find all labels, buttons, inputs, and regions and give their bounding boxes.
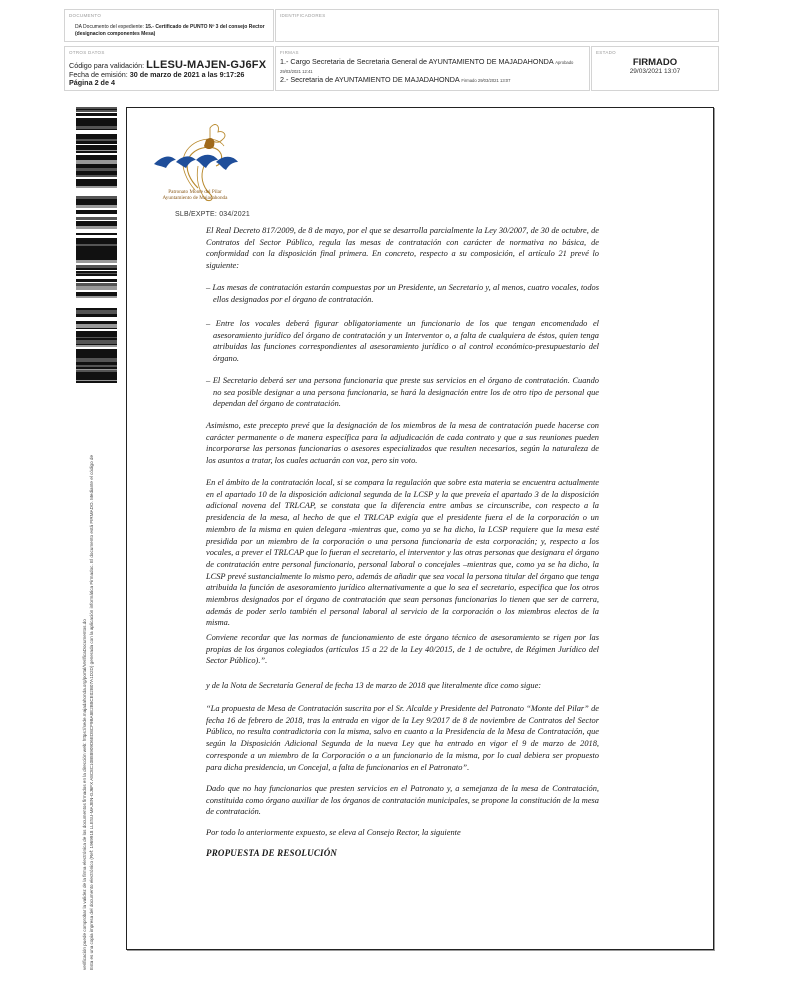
documento-box (64, 9, 274, 42)
side-legal-text-line1: verificación puede comprobar la validez de la firma electrónica de los documentos firmados en la dirección web: https://sede.majadahonda.org/portal/VerificaDocumentos.do (82, 619, 87, 970)
logo-blue-wave (154, 157, 176, 168)
documento-prefix: DA Documento del expediente: (75, 24, 146, 30)
body-paragraph: Por todo lo anteriormente expuesto, se eleva al Consejo Rector, la siguiente (206, 828, 461, 837)
logo-caption-patronato: Patronato Monte del Pilar (168, 189, 222, 195)
fecha-emision-label: Fecha de emisión: (69, 69, 130, 79)
codigo-validacion-value[interactable]: LLESU-MAJEN-GJ6FX (146, 59, 267, 71)
firmas-box (275, 46, 590, 91)
firmas-list (280, 58, 585, 85)
body-paragraph: y de la Nota de Secretaría General de fecha 13 de marzo de 2018 que literalmente dice como sigue: (206, 681, 542, 690)
estado-box (591, 46, 719, 91)
firma-status: Aprobado 29/03/2021 12:41 (280, 60, 574, 74)
bullet-paragraph: – Las mesas de contratación estarán compuestas por un Presidente, un Secretario y, al menos, cuatro vocales, todos ellos designados por el órgano de contratación. (206, 283, 599, 304)
documento-title: 15.- Certificado de PUNTO Nº 3 del consejo Rector (designacion componentes Mesa) (75, 24, 265, 37)
body-paragraph: Dado que no hay funcionarios que presten servicios en el Patronato y, a semejanza de la mesa de Contratación, constituida como órgano auxiliar de los órganos de contratación municipales, se propone la constitución de la mesa de contratación. (206, 784, 599, 817)
logo-blue-wave (216, 157, 238, 170)
firma-item (280, 76, 585, 85)
logo-blue-wave (176, 156, 196, 168)
body-paragraph: Asimismo, este precepto prevé que la designación de los miembros de la mesa de contratación puede hacerse con carácter permanente o de manera específica para la adjudicación de cada contrato y que a sus reuniones pueden incorporarse las personas funcionarias o asesores especializados que resulten necesarios, según la naturaleza de los asuntos a tratar, los cuales actuarán con voz, pero sin voto. (206, 421, 599, 466)
page-number: Página 2 de 4 (69, 78, 115, 87)
identificadores-box (275, 9, 719, 42)
barcode-bar (76, 381, 117, 383)
body-paragraph: Conviene recordar que las normas de funcionamiento de este órgano técnico de asesoramiento se rigen por las propias de los órganos colegiados (artículos 15 a 22 de la Ley 40/2015, de 1 de octubre, de Régimen Jurídico del Sector Público).”. (206, 633, 599, 666)
firma-text: 2.- Secretaria de AYUNTAMIENTO DE MAJADAHONDA (280, 75, 460, 84)
documento-label: DOCUMENTO (69, 13, 102, 18)
firma-item (280, 58, 585, 76)
codigo-validacion-label: Código para validación: (69, 61, 147, 70)
barcode (76, 107, 117, 383)
otros-datos-label: OTROS DATOS (69, 50, 105, 55)
bullet-paragraph: – Entre los vocales deberá figurar obligatoriamente un funcionario de los que tengan encomendado el asesoramiento jurídico del órgano de contratación y un Interventor o, a falta de cualquiera de éstos, quien tenga atribuidas las funciones correspondientes al asesoramiento jurídico o al control económico-presupuestario del órgano. (206, 319, 599, 364)
otros-datos-content (69, 61, 266, 88)
firma-status: Firmado 29/03/2021 13:07 (461, 78, 511, 83)
firmas-label: FIRMAS (280, 50, 299, 55)
estado-date: 29/03/2021 13:07 (629, 68, 681, 75)
fecha-emision-value: 30 de marzo de 2021 a las 9:17:26 (129, 69, 245, 79)
body-paragraph: El Real Decreto 817/2009, de 8 de mayo, por el que se desarrolla parcialmente la Ley 30/2007, de 30 de octubre, de Contratos del Sector Público, regula las mesas de contratación con carácter de normativa no básica, de conformidad con la disposición final primera. En concreto, respecto a su composición, el artículo 21 prevé lo siguiente: (206, 226, 599, 271)
otros-datos-box (64, 46, 274, 91)
resolution-heading: PROPUESTA DE RESOLUCIÓN (206, 848, 338, 858)
estado-value: FIRMADO (632, 57, 678, 68)
body-paragraph: En el ámbito de la contratación local, si se compara la regulación que sobre esta materia se encuentra actualmente en el apartado 10 de la disposición adicional segunda de la LCSP y la que preveía el apartado 3 de la disposición adicional novena del TRLCAP, se constata que la diferencia entre ambas se circunscribe, con respecto a la presidencia de la mesa, al hecho de que el TRLCAP exigía que el presidente fuera el de la corporación o un miembro de la misma en quien delegara -mientras que, como ya se ha dicho, la LCSP requiere que la mesa esté presidida por un miembro de la corporación o una persona funcionaria de esta corporación; y, respecto a los vocales, a prever el TRLCAP que lo fueran el secretario, el interventor y las otras personas que designara el órgano de contratación entre personal funcionario, personal laboral o concejales –mientras que, como ya se ha dicho, la LCSP prevé sustancialmente lo mismo pero, además de añadir que sea vocal la persona titular del órgano que tenga atribuida la función de asesoramiento jurídico alternativamente a que lo sea el secretario, especifica que los otros miembros designados por el órgano de contratación que sean personas funcionarias lo tienen que ser de carrera, además de poder serlo también el personal laboral al servicio de la corporación o los miembros electos de la misma. (206, 478, 599, 628)
firma-text: 1.- Cargo Secretaria de Secretaria General de AYUNTAMIENTO DE MAJADAHONDA (280, 57, 554, 66)
quoted-paragraph: “La propuesta de Mesa de Contratación suscrita por el Sr. Alcalde y Presidente del Patronato “Monte del Pilar” de fecha 16 de febrero de 2018, tras la entrada en vigor de la Ley 9/2017 de 8 de noviembre de Contratos del Sector Público, no resulta contradictoria con la misma, salvo en cuanto a la Presidencia de la Mesa de Contratación, que según la Disposición Adicional Segunda de la nueva Ley que ha entrado en vigor el 9 de marzo de 2018, corresponde a un miembro de la Corporación o a un funcionario de la misma, por lo cual debiera ser propuesto para dicha presidencia, un Concejal, a falta de funcionarios en el Patronato”. (206, 704, 599, 772)
side-legal-text-line2: Esta es una copia impresa del documento electrónico (Ref: 1969918 LLESU-MAJEN-GJ6FX A8C8C10B88909D6ED8CF9BA8E2B8CE02B07A1D2D) generada con la aplicación informática Firmadoc. El documento está FIRMADO. Mediante el código de (89, 454, 94, 970)
estado-label: ESTADO (596, 50, 616, 55)
bullet-paragraph: – El Secretario deberá ser una persona funcionaria que preste sus servicios en el órgano de contratación. Cuando no sea posible designar a una persona funcionaria, se hará la designación entre los de otro tipo de personal que dependan del órgano de contratación. (206, 376, 599, 409)
logo-caption-ayuntamiento: Ayuntamiento de Majadahonda (162, 195, 228, 201)
logo-gold-stroke (187, 147, 222, 188)
identificadores-label: IDENTIFICADORES (280, 13, 326, 18)
documento-description (75, 24, 270, 38)
logo-blue-wave (196, 155, 218, 168)
expediente-number: SLB/EXPTE: 034/2021 (175, 211, 251, 218)
